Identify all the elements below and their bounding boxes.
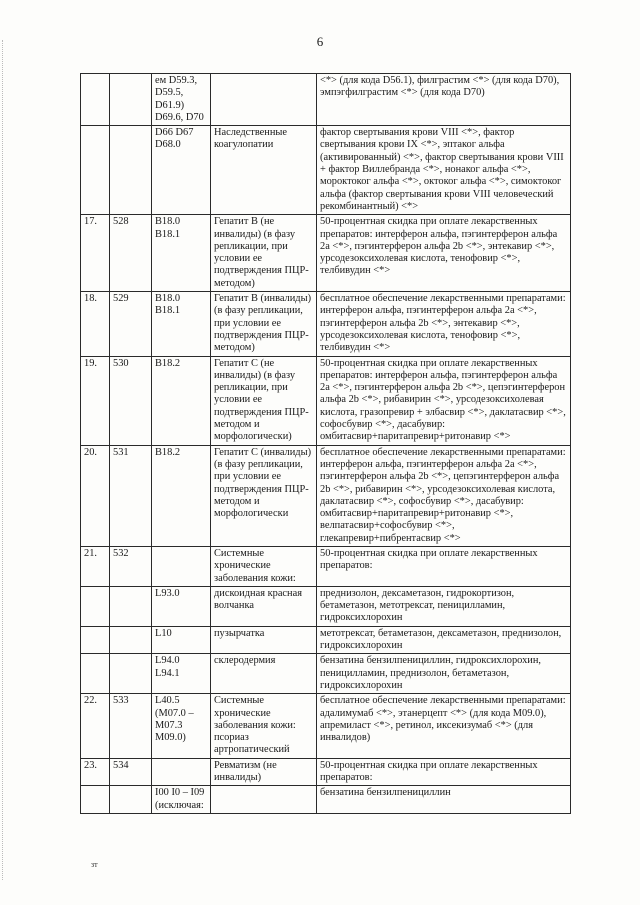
cell-mkb: B18.0 B18.1 <box>152 215 211 292</box>
cell-mkb: I00 I0 – I09 (исключая: <box>152 786 211 814</box>
cell-mkb: ем D59.3, D59.5, D61.9) D69.6, D70 <box>152 74 211 126</box>
table-row <box>81 626 571 654</box>
cell-code: 530 <box>110 356 152 445</box>
cell-code: 533 <box>110 694 152 758</box>
cell-mkb: L93.0 <box>152 586 211 626</box>
cell-drugs: бензатина бензилпенициллин <box>317 786 571 814</box>
cell-mkb: D66 D67 D68.0 <box>152 126 211 215</box>
cell-name: Ревматизм (не инвалиды) <box>211 758 317 786</box>
cell-num: 23. <box>81 758 110 786</box>
cell-drugs: бесплатное обеспечение лекарственными препаратами: интерферон альфа, пэгинтерферон альфа 2а <*>, пэгинтерферон альфа 2b <*>, цепэгинтерферон альфа 2b <*>, рибавирин <*>, урсодезоксихолевая кислота, даклатасвир <*>, софосбувир <*>, дасабувир: омбитасвир+паритапревир+ритонавир <*>, велпатасвир+софосбувир <*>, глекапревир+пибрентасвир <*> <box>317 445 571 546</box>
cell-code: 528 <box>110 215 152 292</box>
cell-name: Гепатит С (не инвалиды) (в фазу репликации, при условии ее подтверждения ПЦР-методом и морфологически) <box>211 356 317 445</box>
cell-drugs: 50-процентная скидка при оплате лекарственных препаратов: интерферон альфа, пэгинтерферон альфа 2а <*>, пэгинтерферон альфа 2b <*>, цепэгинтерферон альфа 2b <*>, рибавирин <*>, урсодезоксихолевая кислота, гразопревир + элбасвир <*>, даклатасвир <*>, софосбувир <*>, дасабувир: омбитасвир+паритапревир+ритонавир <*> <box>317 356 571 445</box>
cell-mkb: B18.0 B18.1 <box>152 292 211 356</box>
cell-mkb: L10 <box>152 626 211 654</box>
cell-name: Системные хронические заболевания кожи: псориаз артропатический <box>211 694 317 758</box>
cell-drugs: преднизолон, дексаметазон, гидрокортизон, бетаметазон, метотрексат, пеницилламин, гидроксихлорохин <box>317 586 571 626</box>
table-row <box>81 74 571 126</box>
table-row <box>81 445 571 546</box>
cell-name: склеродермия <box>211 654 317 694</box>
cell-num <box>81 786 110 814</box>
table-row <box>81 786 571 814</box>
cell-code: 529 <box>110 292 152 356</box>
cell-num: 18. <box>81 292 110 356</box>
cell-name: Гепатит В (инвалиды) (в фазу репликации, при условии ее подтверждения ПЦР-методом) <box>211 292 317 356</box>
cell-mkb <box>152 546 211 586</box>
cell-drugs: 50-процентная скидка при оплате лекарственных препаратов: интерферон альфа, пэгинтерферон альфа 2а <*>, пэгинтерферон альфа 2b <*>, энтекавир <*>, урсодезоксихолевая кислота, тенофовир <*>, телбивудин <*> <box>317 215 571 292</box>
table-row <box>81 694 571 758</box>
cell-num: 21. <box>81 546 110 586</box>
drug-benefits-table <box>80 73 571 814</box>
cell-num: 22. <box>81 694 110 758</box>
cell-code: 534 <box>110 758 152 786</box>
cell-num <box>81 654 110 694</box>
table-row <box>81 356 571 445</box>
cell-code <box>110 126 152 215</box>
table-row <box>81 292 571 356</box>
table-row <box>81 758 571 786</box>
cell-num: 19. <box>81 356 110 445</box>
cell-name: пузырчатка <box>211 626 317 654</box>
cell-drugs: бензатина бензилпенициллин, гидроксихлорохин, пеницилламин, преднизолон, бетаметазон, гидроксихлорохин <box>317 654 571 694</box>
cell-drugs: фактор свертывания крови VIII <*>, фактор свертывания крови IX <*>, эптаког альфа (активированный) <*>, фактор свертывания крови VIII + фактор Виллебранда <*>, нонаког альфа <*>, мороктоког альфа <*>, октоког альфа <*>, симоктоког альфа (фактор свертывания крови VIII человеческий рекомбинантный) <*> <box>317 126 571 215</box>
cell-drugs: 50-процентная скидка при оплате лекарственных препаратов: <box>317 546 571 586</box>
cell-code <box>110 74 152 126</box>
cell-name <box>211 786 317 814</box>
cell-code <box>110 654 152 694</box>
cell-drugs: бесплатное обеспечение лекарственными препаратами: адалимумаб <*>, этанерцепт <*> (для кода M09.0), апремиласт <*>, ретинол, иксекизумаб <*> (для инвалидов) <box>317 694 571 758</box>
cell-code: 531 <box>110 445 152 546</box>
table-row <box>81 546 571 586</box>
cell-drugs: бесплатное обеспечение лекарственными препаратами: интерферон альфа, пэгинтерферон альфа 2а <*>, пэгинтерферон альфа 2b <*>, энтекавир <*>, урсодезоксихолевая кислота, тенофовир <*>, телбивудин <*> <box>317 292 571 356</box>
cell-code <box>110 626 152 654</box>
cell-drugs: 50-процентная скидка при оплате лекарственных препаратов: <box>317 758 571 786</box>
cell-num <box>81 626 110 654</box>
cell-mkb: L94.0 L94.1 <box>152 654 211 694</box>
cell-mkb: B18.2 <box>152 356 211 445</box>
cell-code <box>110 786 152 814</box>
cell-name: дискоидная красная волчанка <box>211 586 317 626</box>
cell-name: Системные хронические заболевания кожи: <box>211 546 317 586</box>
table-row <box>81 215 571 292</box>
scan-edge <box>2 40 4 880</box>
cell-num: 17. <box>81 215 110 292</box>
cell-code <box>110 586 152 626</box>
cell-drugs: метотрексат, бетаметазон, дексаметазон, преднизолон, гидроксихлорохин <box>317 626 571 654</box>
cell-num <box>81 126 110 215</box>
cell-name <box>211 74 317 126</box>
page-number: 6 <box>316 34 324 49</box>
cell-mkb: L40.5 (M07.0 – M07.3 M09.0) <box>152 694 211 758</box>
cell-name: Наследственные коагулопатии <box>211 126 317 215</box>
cell-num: 20. <box>81 445 110 546</box>
cell-mkb: B18.2 <box>152 445 211 546</box>
cell-drugs: <*> (для кода D56.1), филграстим <*> (для кода D70), эмпэгфилграстим <*> (для кода D70) <box>317 74 571 126</box>
cell-mkb <box>152 758 211 786</box>
cell-num <box>81 74 110 126</box>
table-row <box>81 126 571 215</box>
footer-mark: зт <box>91 860 98 869</box>
cell-name: Гепатит В (не инвалиды) (в фазу репликации, при условии ее подтверждения ПЦР-методом) <box>211 215 317 292</box>
cell-num <box>81 586 110 626</box>
cell-name: Гепатит С (инвалиды) (в фазу репликации, при условии ее подтверждения ПЦР-методом и морфологически <box>211 445 317 546</box>
cell-code: 532 <box>110 546 152 586</box>
table-row <box>81 654 571 694</box>
table-row <box>81 586 571 626</box>
